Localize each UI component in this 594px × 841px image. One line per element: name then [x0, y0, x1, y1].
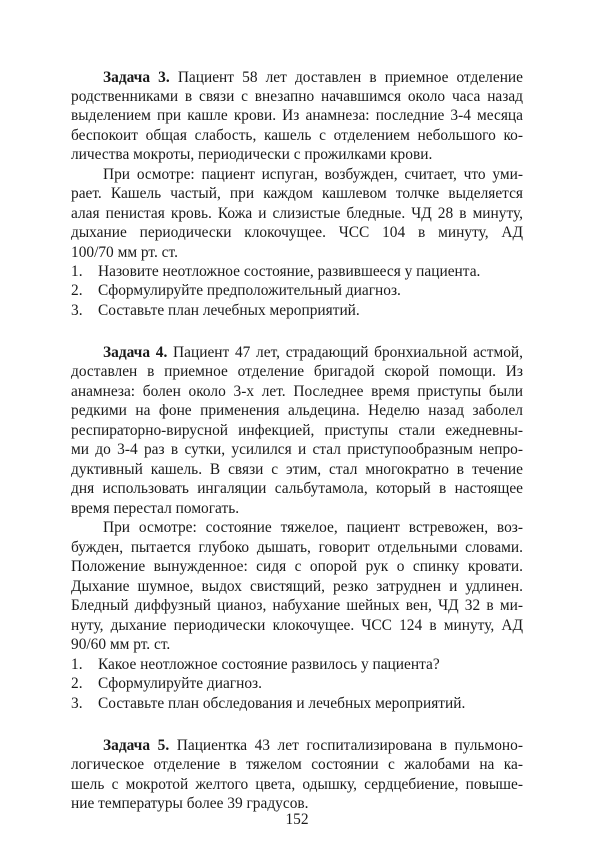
task4-question-1 [71, 655, 523, 674]
task4-line-11: бужден, пытается глубоко дышать, говорит отдельными словами. [71, 539, 523, 556]
task3-line-10: 100/70 мм рт. ст. [71, 244, 178, 261]
task3-line-5: личества мокроты, периодически с прожилками крови. [71, 146, 433, 163]
task4-line-16: 90/60 мм рт. ст. [71, 636, 171, 653]
task4-line-7: дуктивный кашель. В связи с этим, стал многократно в течение [71, 461, 523, 478]
task4-line-2: доставлен в приемное отделение бригадой скорой помощи. Из [71, 363, 523, 380]
task3-question-3-number: 3. [71, 302, 83, 319]
task4-line-9: время перестал помогать. [71, 500, 240, 517]
task3-question-3 [71, 301, 523, 320]
task4-line-12: Положение вынужденное: сидя с опорой рук о спинку кровати. [71, 558, 523, 575]
task4-question-2 [71, 674, 523, 693]
task5-title: Задача 5. [103, 737, 170, 754]
task4-line-10: При осмотре: состояние тяжелое, пациент встревожен, воз- [103, 519, 523, 536]
task4-title: Задача 4. [103, 344, 168, 361]
task5-line-4: ние температуры более 39 градусов. [71, 795, 309, 812]
task3-text-1: Пациент 58 лет доставлен в приемное отделение [177, 69, 523, 86]
task3-line-2: родственниками в связи с внезапно начавшимся около часа назад [71, 88, 523, 105]
task4-line-1 [103, 343, 523, 362]
task3-question-1-text: Назовите неотложное состояние, развившееся у пациента. [98, 263, 481, 280]
task4-line-8: дня использовать ингаляции сальбутамола, который в настоящее [71, 480, 523, 497]
task3-line-9: дыхание периодически клокочущее. ЧСС 104 в минуту, АД [71, 224, 523, 241]
task4-line-5: респираторно-вирусной инфекцией, приступы стали ежедневны- [71, 422, 523, 439]
task3-question-1 [71, 262, 523, 281]
task3-title: Задача 3. [103, 69, 170, 86]
page-number: 152 [285, 811, 309, 828]
task4-question-1-text: Какое неотложное состояние развилось у пациента? [98, 656, 440, 673]
task4-line-13: Дыхание шумное, выдох свистящий, резко затруднен и удлинен. [71, 578, 523, 595]
task4-question-2-text: Сформулируйте диагноз. [98, 675, 262, 692]
task4-line-15: нуту, дыхание периодически клокочущее. ЧСС 124 в минуту, АД [71, 617, 523, 634]
task4-question-3-number: 3. [71, 695, 83, 712]
task3-question-2-number: 2. [71, 282, 83, 299]
task3-line-7: рает. Кашель частый, при каждом кашлевом толчке выделяется [71, 185, 523, 202]
task3-line-8: алая пенистая кровь. Кожа и слизистые бледные. ЧД 28 в минуту, [71, 205, 523, 222]
task5-line-3: шель с мокротой желтого цвета, одышку, сердцебиение, повыше- [71, 776, 523, 793]
task5-line-2: логическое отделение в тяжелом состоянии с жалобами на ка- [71, 756, 523, 773]
task4-line-3: анамнеза: болен около 3-х лет. Последнее время приступы были [71, 383, 523, 400]
task4-line-4: редкими на фоне применения альдецина. Неделю назад заболел [71, 402, 523, 419]
task4-question-3-text: Составьте план обследования и лечебных мероприятий. [98, 695, 466, 712]
task3-question-1-number: 1. [71, 263, 83, 280]
task4-question-3 [71, 694, 523, 713]
task3-line-1 [103, 68, 523, 87]
task5-text-1: Пациентка 43 лет госпитализирована в пульмоно- [176, 737, 523, 754]
task3-line-3: выделением при кашле крови. Из анамнеза: последние 3-4 месяца [71, 107, 523, 124]
task3-question-2 [71, 281, 523, 300]
task4-question-2-number: 2. [71, 675, 83, 692]
task4-line-6: ми до 3-4 раз в сутки, усилился и стал приступообразным непро- [71, 441, 523, 458]
task3-line-6: При осмотре: пациент испуган, возбужден, считает, что уми- [103, 166, 523, 183]
task3-question-2-text: Сформулируйте предположительный диагноз. [98, 282, 401, 299]
task4-question-1-number: 1. [71, 656, 83, 673]
task3-question-3-text: Составьте план лечебных мероприятий. [98, 302, 360, 319]
task4-line-14: Бледный диффузный цианоз, набухание шейных вен, ЧД 32 в ми- [71, 597, 523, 614]
task4-text-1: Пациент 47 лет, страдающий бронхиальной астмой, [173, 344, 523, 361]
task3-line-4: беспокоит общая слабость, кашель с отделением небольшого ко- [71, 127, 523, 144]
task5-line-1 [103, 736, 523, 755]
